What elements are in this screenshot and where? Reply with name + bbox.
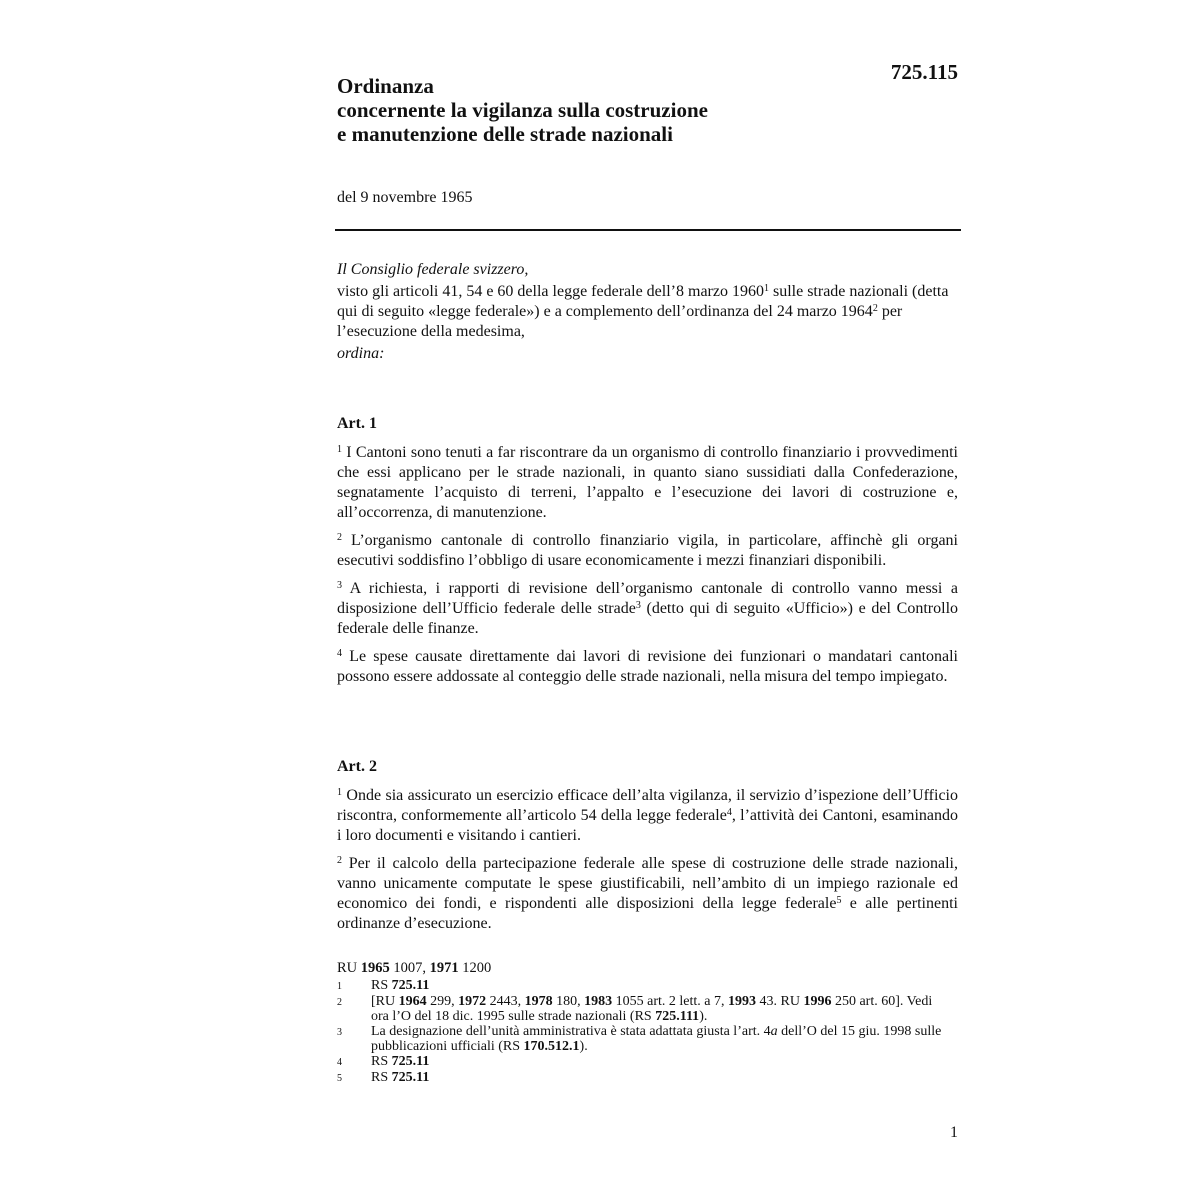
preamble-visto: visto gli articoli 41, 54 e 60 della legge federale dell’8 marzo 1960$^1$ sulle strade nazionali (detta qui di seguito «legge federale») e a complemento dell’ordinanza del 24 marzo 1964$^2$ per l’esecuzione della medesima, <box>337 283 949 340</box>
preamble-authority: Il Consiglio federale svizzero, <box>337 261 529 278</box>
article-paragraph: $^4$ Le spese causate direttamente dai lavori di revisione dei funzionari o mandatari cantonali possono essere addossate al conteggio delle strade nazionali, nella misura del tempo impiegato. <box>337 648 958 685</box>
footnotes <box>337 961 947 1086</box>
footnote-list <box>337 978 947 1086</box>
footnote-number: 4 <box>337 1057 342 1068</box>
footnote-text: [RU 1964 299, 1972 2443, 1978 180, 1983 1055 art. 2 lett. a 7, 1993 43. RU 1996 250 art. 60]. Vedi ora l’O del 18 dic. 1995 sulle strade nazionali (RS 725.111). <box>371 994 933 1024</box>
footnote-item <box>337 1054 947 1070</box>
ru-reference: RU 1965 1007, 1971 1200 <box>337 960 492 976</box>
title-line: Ordinanza <box>337 74 434 98</box>
footnote-item <box>337 994 947 1024</box>
preamble-ordina: ordina: <box>337 345 385 362</box>
footnote-ref[interactable]: 3 <box>635 600 641 611</box>
document-title <box>337 74 837 146</box>
article-heading: Art. 1 <box>337 415 377 432</box>
title-line: concernente la vigilanza sulla costruzione <box>337 98 708 122</box>
page-number: 1 <box>950 1124 958 1141</box>
article-1-body <box>337 443 958 695</box>
sr-number: 725.115 <box>890 60 958 84</box>
footnote-ref[interactable]: 5 <box>836 895 842 906</box>
article-paragraph: $^3$ A richiesta, i rapporti di revisione dell’organismo cantonale di controllo vanno messi a disposizione dell’Ufficio federale delle strade$^3$ (detto qui di seguito «Ufficio») e del Controllo federale delle finanze. <box>337 580 959 637</box>
footnote-item <box>337 978 947 994</box>
article-paragraph: $^2$ L’organismo cantonale di controllo finanziario vigila, in particolare, affinchè gli organi esecutivi soddisfino l’obbligo di usare economicamente i mezzi finanziari disponibili. <box>337 532 958 569</box>
article-paragraph: $^1$ Onde sia assicurato un esercizio efficace dell’alta vigilanza, il servizio d’ispezione dell’Ufficio riscontra, conformemente all’articolo 54 della legge federale$^4$, l’attività dei Cantoni, esaminando i loro documenti e visitando i cantieri. <box>337 787 959 844</box>
footnote-text: RS 725.11 <box>371 1054 430 1069</box>
footnote-text: RS 725.11 <box>371 978 430 993</box>
footnote-ref[interactable]: 4 <box>726 807 732 818</box>
footnote-item <box>337 1024 947 1054</box>
title-line: e manutenzione delle strade nazionali <box>337 122 673 146</box>
footnote-number: 1 <box>337 981 342 992</box>
document-date: del 9 novembre 1965 <box>337 189 473 206</box>
footnote-text: RS 725.11 <box>371 1070 430 1085</box>
footnote-number: 2 <box>337 997 342 1008</box>
article-paragraph: $^2$ Per il calcolo della partecipazione federale alle spese di costruzione delle strade nazionali, vanno unicamente computate le spese giustificabili, nell’ambito di un impiego razionale ed economico dei fondi, e rispondenti alle disposizioni della legge federale$^5$ e alle pertinenti ordinanze d’esecuzione. <box>337 855 958 932</box>
article-heading: Art. 2 <box>337 758 377 775</box>
footnote-text: La designazione dell’unità amministrativa è stata adattata giusta l’art. 4a dell’O del 15 giu. 1998 sulle pubblicazioni ufficiali (RS 170.512.1). <box>371 1024 942 1054</box>
footnote-ref[interactable]: 1 <box>763 283 769 294</box>
footnote-item <box>337 1070 947 1086</box>
preamble <box>337 260 958 366</box>
footnote-ref[interactable]: 2 <box>872 303 878 314</box>
title-divider <box>335 229 961 231</box>
article-paragraph: $^1$ I Cantoni sono tenuti a far riscontrare da un organismo di controllo finanziario i provvedimenti che essi applicano per le strade nazionali, in quanto siano sussidiati dalla Confederazione, segnatamente l’acquisto di terreni, l’appalto e l’esecuzione dei lavori di costruzione e, all’occorrenza, di manutenzione. <box>337 444 958 521</box>
article-2-body <box>337 786 958 942</box>
footnote-number: 3 <box>337 1027 342 1038</box>
footnote-number: 5 <box>337 1073 342 1084</box>
